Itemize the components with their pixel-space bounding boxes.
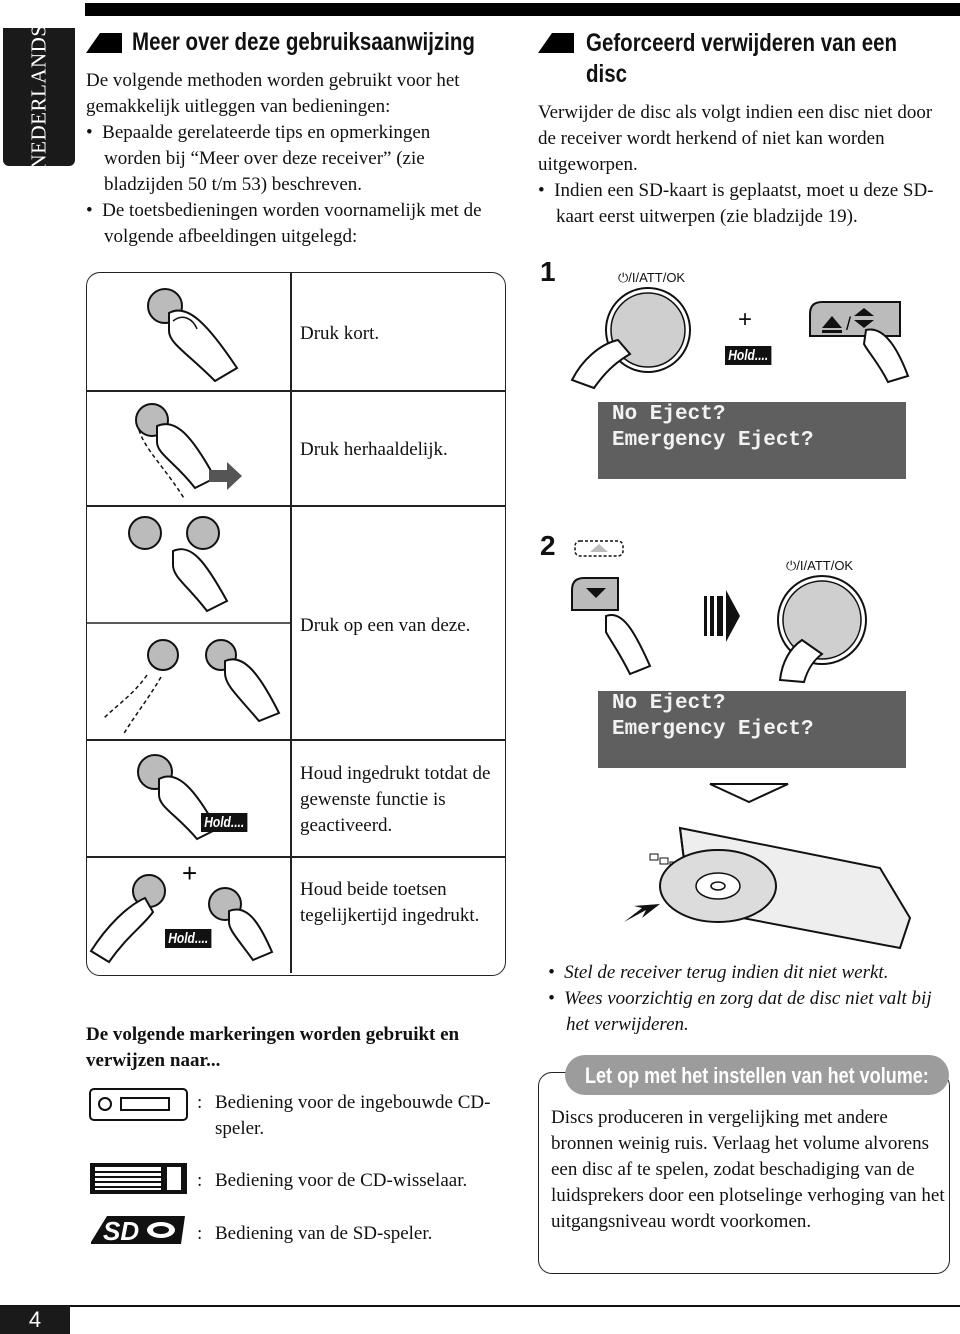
plus-sign: + [738,306,753,333]
left-intro: De volgende methoden worden gebruikt voor het gemakkelijk uitleggen van bedieningen: [86,70,460,117]
markings-heading: De volgende markeringen worden gebruikt en verwijzen naar... [86,1024,460,1071]
table-row-text: Druk herhaaldelijk. [300,439,448,460]
power-button-label: ⏻/I/ATT/OK [618,270,686,285]
left-bullet-2: • De toetsbedieningen worden voornamelijk met de volgende afbeeldingen uitgelegd: [86,200,482,247]
down-then-power-icon [570,576,870,686]
svg-text:SD: SD [103,1216,140,1246]
lcd-line-1: No Eject? [612,403,726,426]
finger-press-icon [87,273,290,390]
step-1-number: 1 [540,256,556,287]
right-bullet: • Indien een SD-kaart is geplaatst, moet u deze SD-kaart eerst uitwerpen (zie bladzijde 19). [538,180,934,227]
cd-player-icon [89,1088,189,1122]
marking-text: Bediening voor de CD-wisselaar. [215,1170,468,1191]
marking-text: Bediening van de SD-speler. [215,1223,433,1244]
lcd-line-2: Emergency Eject? [612,718,814,741]
finger-repeat-icon [87,390,290,507]
eject-button-press-icon [808,300,928,382]
page-number: 4 [0,1306,70,1334]
svg-text:/: / [846,314,852,334]
table-row-text: Druk kort. [300,323,380,344]
hold-badge: Hold.... [725,346,771,365]
hold-badge: Hold.... [165,929,211,948]
language-tab [3,24,75,170]
power-button-press-icon [570,288,790,388]
volume-note-text: Discs produceren in vergelijking met andere bronnen weinig ruis. Verlaag het volume alvorens een disc af te spelen, zodat beschadiging van de luidsprekers door een plotselinge verhoging van het uitgangsniveau wordt voorkomen. [551,1107,945,1232]
finger-choose-icon [87,505,290,739]
left-bullet-1: • Bepaalde gerelateerde tips en opmerkingen worden bij “Meer over deze receiver” (zie bladzijden 50 t/m 53) beschreven. [86,122,431,195]
finger-hold-both-icon [87,856,290,973]
left-heading: Meer over deze gebruiksaanwijzing [132,28,475,56]
lcd-display [598,691,906,768]
lcd-line-2: Emergency Eject? [612,429,814,452]
top-bar [85,3,960,16]
table-row-text: Druk op een van deze. [300,615,471,636]
button-illustration-table [86,272,506,976]
language-label: NEDERLANDS [26,24,51,170]
note-2: • Wees voorzichtig en zorg dat de disc niet valt bij het verwijderen. [548,988,932,1035]
lcd-line-1: No Eject? [612,692,726,715]
lcd-display [598,402,906,479]
hold-badge: Hold.... [201,813,247,832]
section-marker-icon [86,33,122,53]
step-2-number: 2 [540,530,556,561]
right-intro-block [538,100,950,230]
up-button-icon [574,540,626,558]
section-marker-icon [538,33,574,53]
table-row-text: Houd ingedrukt totdat de gewenste functie is geactiveerd. [300,763,491,836]
right-heading: Geforceerd verwijderen van een disc [586,29,898,88]
disc-ejecting-icon [620,808,920,958]
table-divider [290,273,292,973]
table-row-text: Houd beide toetsen tegelijkertijd ingedrukt. [300,879,480,926]
power-button-label: ⏻/I/ATT/OK [786,558,854,573]
right-intro: Verwijder de disc als volgt indien een disc niet door de receiver wordt herkend of niet kan worden uitgeworpen. [538,102,933,175]
volume-note-title-pill [565,1055,949,1095]
svg-text:+: + [182,858,198,888]
note-1: • Stel de receiver terug indien dit niet werkt. [548,962,889,983]
footer-line [0,1305,960,1307]
notes [548,960,953,1038]
left-intro-block [86,68,491,250]
volume-note-title: Let op met het instellen van het volume: [585,1063,929,1088]
sd-logo-icon [89,1212,189,1248]
down-arrow-icon [708,782,790,804]
marking-text: Bediening voor de ingebouwde CD-speler. [215,1092,491,1139]
finger-hold-icon [87,739,290,856]
cd-changer-icon [89,1162,189,1196]
